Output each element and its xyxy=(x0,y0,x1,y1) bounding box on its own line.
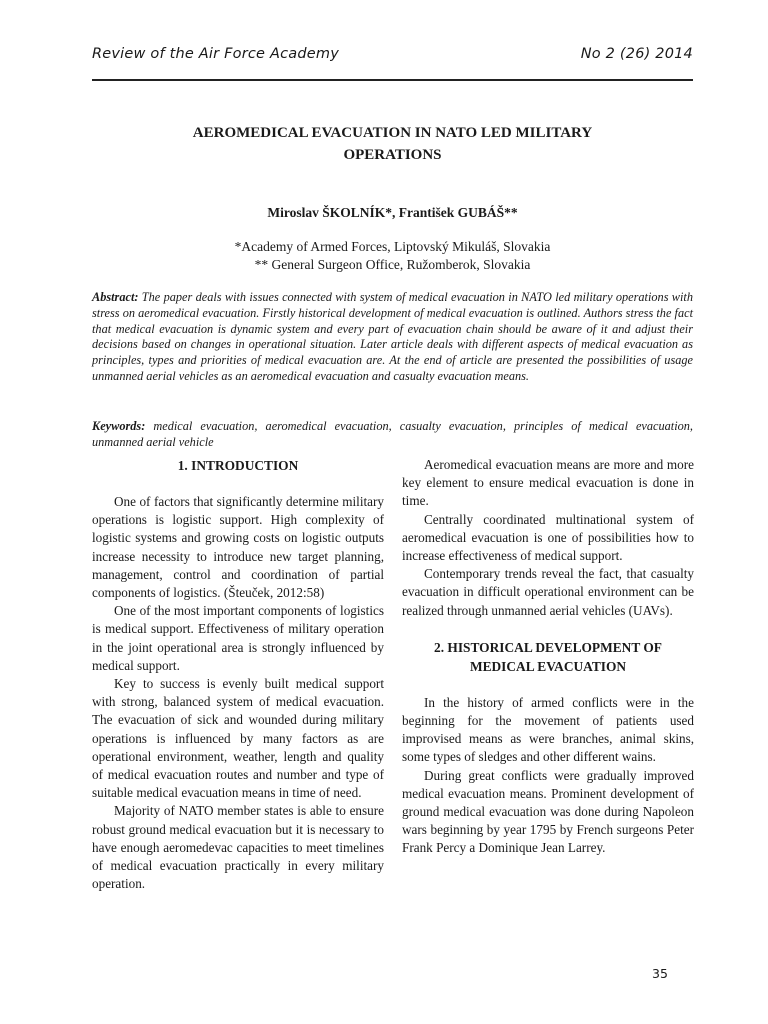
title-line-2: OPERATIONS xyxy=(343,147,442,163)
header-rule xyxy=(92,79,693,81)
left-column xyxy=(92,456,384,893)
abstract xyxy=(92,290,693,385)
history-paragraph-2: During great conflicts were gradually improved medical evacuation means. Prominent development of ground medical evacuation was done during Napoleon wars beginning by year 1795 by French surgeons Peter Frank Percy a Dominique Jean Larrey. xyxy=(402,767,694,856)
title-line-1: AEROMEDICAL EVACUATION IN NATO LED MILITARY xyxy=(192,125,593,141)
intro-paragraph-7: Contemporary trends reveal the fact, that casualty evacuation in difficult operational environment can be realized through unmanned aerial vehicles (UAVs). xyxy=(402,566,694,618)
affiliations xyxy=(92,238,693,274)
section-2-heading xyxy=(402,638,694,676)
intro-paragraph-5: Aeromedical evacuation means are more and more key element to ensure medical evacuation is done in time. xyxy=(402,457,694,509)
paper-title xyxy=(92,122,693,166)
keywords xyxy=(92,418,693,450)
intro-paragraph-6: Centrally coordinated multinational system of aeromedical evacuation is one of possibilities how to increase effectiveness of medical support. xyxy=(402,511,694,564)
affiliation-1: *Academy of Armed Forces, Liptovský Mikuláš, Slovakia xyxy=(234,239,551,254)
intro-paragraph-3: Key to success is evenly built medical support with strong, balanced system of medical evacuation. The evacuation of sick and wounded during military operations is influenced by many factors as are operational environment, weather, length and quality of medical evacuation routes and number and type of suitable medical evacuation means in time of need. xyxy=(92,676,384,801)
keywords-label: Keywords: xyxy=(92,419,146,433)
intro-paragraph-2: One of the most important components of logistics is medical support. Effectiveness of military operation in the joint operational area is strongly influenced by medical support. xyxy=(92,603,384,673)
journal-name: Review of the Air Force Academy xyxy=(92,46,339,62)
authors: Miroslav ŠKOLNÍK*, František GUBÁŠ** xyxy=(267,205,518,220)
section-1-heading: 1. INTRODUCTION xyxy=(177,458,299,473)
keywords-text: medical evacuation, aeromedical evacuation, casualty evacuation, principles of medical evacuation, unmanned aerial vehicle xyxy=(92,419,693,449)
right-column xyxy=(402,456,694,858)
page-number: 35 xyxy=(652,966,668,981)
intro-paragraph-1: One of factors that significantly determine military operations is logistic support. High complexity of logistic systems and growing costs on logistic outputs increase necessity to introduce new target planning, management, control and coordination of partial components of logistics. (Šteuček, 2012:58) xyxy=(92,494,384,601)
section-2-heading-line-2: MEDICAL EVACUATION xyxy=(469,658,627,674)
history-paragraph-1: In the history of armed conflicts were in the beginning for the movement of patients used improvised means as were branches, animal skins, some types of sledges and other different wains. xyxy=(402,694,694,765)
running-header xyxy=(92,46,693,62)
section-2-heading-line-1: 2. HISTORICAL DEVELOPMENT OF xyxy=(434,639,662,655)
intro-paragraph-4: Majority of NATO member states is able to ensure robust ground medical evacuation but it is necessary to have enough aeromedevac capacities to meet timelines of medical evacuation practically in every military operation. xyxy=(92,803,384,892)
affiliation-2: ** General Surgeon Office, Ružomberok, Slovakia xyxy=(254,257,531,272)
issue-number: No 2 (26) 2014 xyxy=(580,46,693,62)
abstract-text: The paper deals with issues connected with system of medical evacuation in NATO led military operations with stress on aeromedical evacuation. Firstly historical development of medical evacuation is outlined. Authors stress the fact that medical evacuation is dynamic system and every part of evacuation chain should be aware of it and adjust their decisions based on changes in operational situation. Later article deals with different aspects of medical evacuation as principles, types and priorities of medical evacuation are. At the end of article are presented the possibilities of usage unmanned aerial vehicles as an aeromedical evacuation and casualty evacuation means. xyxy=(92,290,693,383)
abstract-label: Abstract: xyxy=(92,290,139,304)
